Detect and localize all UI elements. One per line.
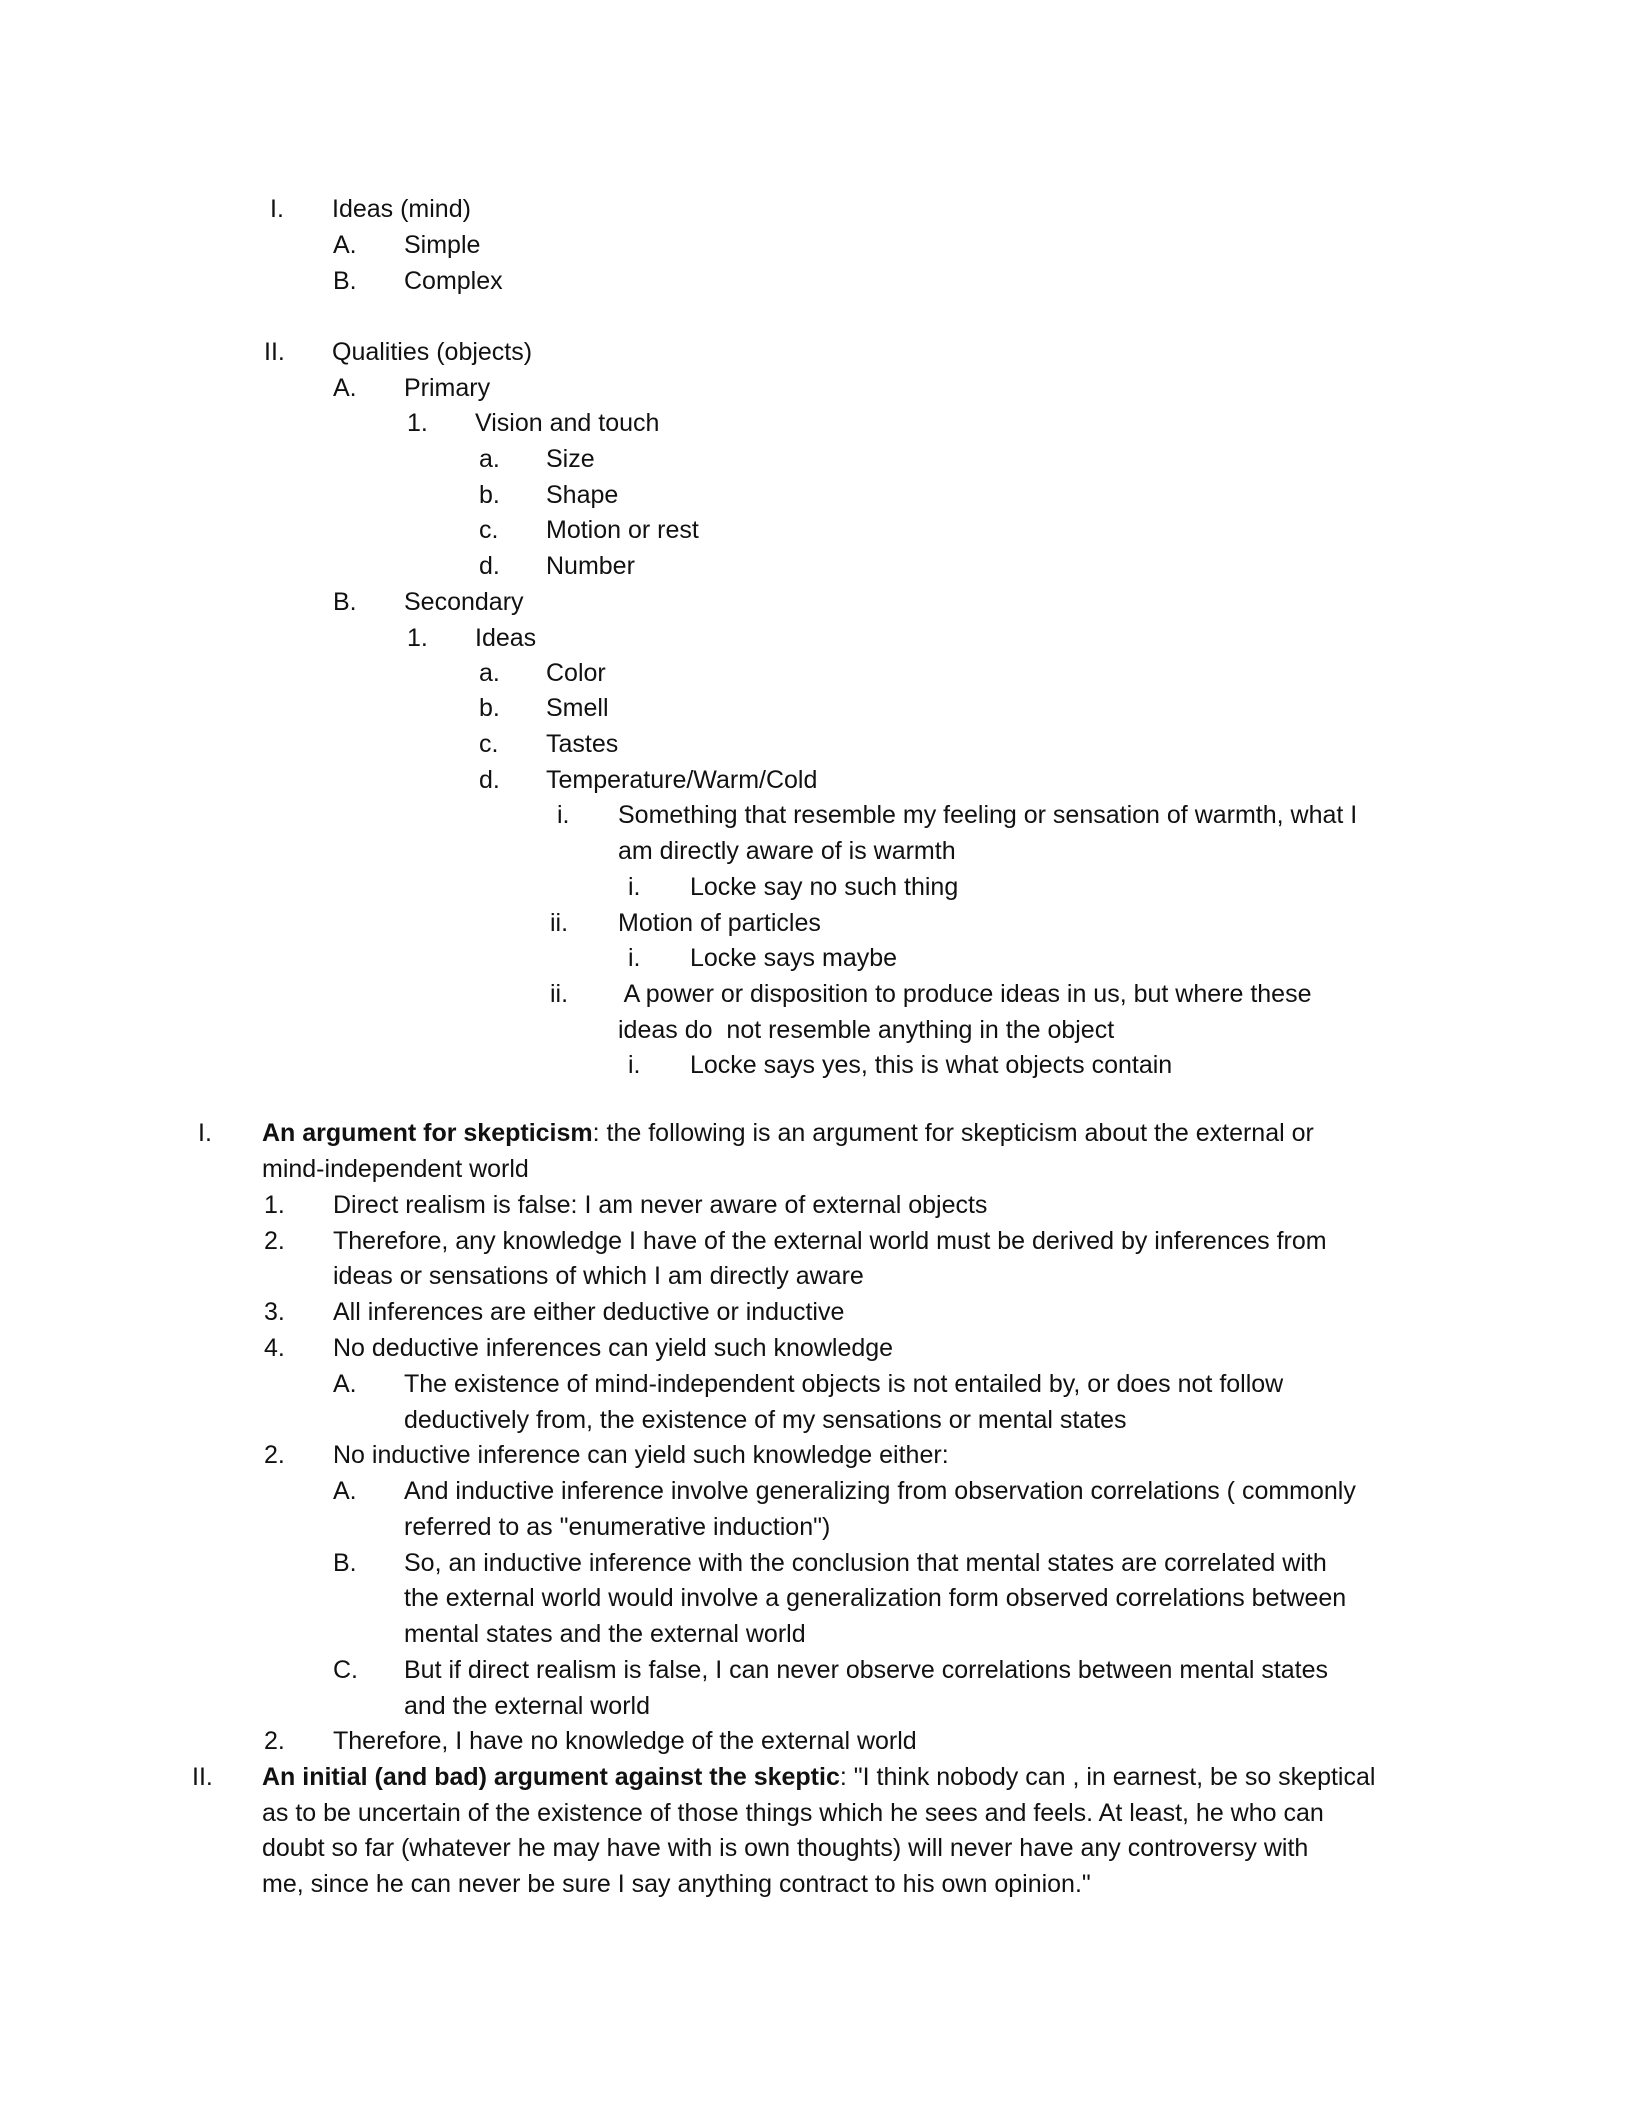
list-item-text: deductively from, the existence of my sensations or mental states: [404, 1406, 1127, 1434]
list-marker: ii.: [550, 980, 569, 1008]
list-item-text: Direct realism is false: I am never aware of external objects: [333, 1191, 988, 1219]
list-item-text: Motion or rest: [546, 516, 699, 544]
list-item-text: All inferences are either deductive or inductive: [333, 1298, 845, 1326]
list-marker: I.: [270, 195, 284, 223]
list-item-text: mental states and the external world: [404, 1620, 806, 1648]
list-item-text: Number: [546, 552, 635, 580]
argument-heading: An initial (and bad) argument against the skeptic: [262, 1763, 840, 1791]
list-item-text: Size: [546, 445, 595, 473]
list-item-text: doubt so far (whatever he may have with is own thoughts) will never have any controversy with: [262, 1834, 1309, 1862]
list-marker: 2.: [264, 1727, 285, 1755]
list-marker: c.: [479, 516, 499, 544]
list-marker: B.: [333, 267, 357, 295]
list-marker: A.: [333, 231, 357, 259]
list-item-text: the external world would involve a generalization form observed correlations between: [404, 1584, 1347, 1612]
list-item-text: Simple: [404, 231, 481, 259]
list-item-text: Therefore, any knowledge I have of the external world must be derived by inferences from: [333, 1227, 1327, 1255]
list-marker: A.: [333, 1477, 357, 1505]
list-marker: i.: [628, 1051, 641, 1079]
list-item-text: Something that resemble my feeling or sensation of warmth, what I: [618, 801, 1358, 829]
list-marker: ii.: [550, 909, 569, 937]
list-item-text: So, an inductive inference with the conclusion that mental states are correlated with: [404, 1549, 1327, 1577]
list-item-text: [262, 1115, 1314, 1151]
list-item-text: Motion of particles: [618, 909, 821, 937]
list-item-text: Ideas: [475, 624, 537, 652]
list-marker: A.: [333, 374, 357, 402]
list-item-text: No inductive inference can yield such knowledge either:: [333, 1441, 949, 1469]
list-item-text: Temperature/Warm/Cold: [546, 766, 818, 794]
list-marker: b.: [479, 481, 500, 509]
list-item-text: me, since he can never be sure I say anything contract to his own opinion.": [262, 1870, 1091, 1898]
list-marker: 2.: [264, 1227, 285, 1255]
list-item-text: ideas do not resemble anything in the object: [618, 1016, 1115, 1044]
list-item-text: Locke say no such thing: [690, 873, 959, 901]
list-item-text: Qualities (objects): [332, 338, 533, 366]
list-item-text: Locke says yes, this is what objects contain: [690, 1051, 1173, 1079]
list-item-text: But if direct realism is false, I can never observe correlations between mental states: [404, 1656, 1329, 1684]
list-marker: II.: [192, 1763, 213, 1791]
argument-heading-rest: : the following is an argument for skepticism about the external or: [592, 1119, 1314, 1147]
list-item-text: am directly aware of is warmth: [618, 837, 956, 865]
list-marker: 2.: [264, 1441, 285, 1469]
list-item-text: The existence of mind-independent objects is not entailed by, or does not follow: [404, 1370, 1284, 1398]
list-marker: i.: [628, 944, 641, 972]
list-marker: a.: [479, 659, 500, 687]
list-marker: 1.: [264, 1191, 285, 1219]
list-marker: C.: [333, 1656, 358, 1684]
list-marker: B.: [333, 1549, 357, 1577]
list-marker: c.: [479, 730, 499, 758]
list-item-text: [262, 1759, 1375, 1795]
list-marker: b.: [479, 694, 500, 722]
list-marker: a.: [479, 445, 500, 473]
list-item-text: ideas or sensations of which I am directly aware: [333, 1262, 864, 1290]
list-item-text: referred to as "enumerative induction"): [404, 1513, 831, 1541]
list-item-text: And inductive inference involve generalizing from observation correlations ( commonly: [404, 1477, 1356, 1505]
list-marker: 4.: [264, 1334, 285, 1362]
list-item-text: Shape: [546, 481, 619, 509]
list-item-text: A power or disposition to produce ideas in us, but where these: [618, 980, 1312, 1008]
list-marker: d.: [479, 552, 500, 580]
list-item-text: Secondary: [404, 588, 524, 616]
list-item-text: mind-independent world: [262, 1155, 529, 1183]
list-item-text: as to be uncertain of the existence of those things which he sees and feels. At least, he who can: [262, 1799, 1324, 1827]
list-marker: 3.: [264, 1298, 285, 1326]
list-item-text: Vision and touch: [475, 409, 660, 437]
list-marker: i.: [557, 801, 570, 829]
list-item-text: Locke says maybe: [690, 944, 898, 972]
argument-heading: An argument for skepticism: [262, 1119, 593, 1147]
list-marker: I.: [198, 1119, 212, 1147]
list-item-text: No deductive inferences can yield such knowledge: [333, 1334, 894, 1362]
list-item-text: and the external world: [404, 1692, 650, 1720]
list-marker: d.: [479, 766, 500, 794]
list-item-text: Smell: [546, 694, 609, 722]
list-marker: 1.: [407, 409, 428, 437]
list-item-text: Primary: [404, 374, 491, 402]
argument-heading-rest: : "I think nobody can , in earnest, be so skeptical: [839, 1763, 1376, 1791]
list-item-text: Complex: [404, 267, 503, 295]
list-marker: 1.: [407, 624, 428, 652]
list-marker: A.: [333, 1370, 357, 1398]
list-item-text: Color: [546, 659, 606, 687]
list-marker: i.: [628, 873, 641, 901]
list-marker: II.: [264, 338, 285, 366]
list-item-text: Tastes: [546, 730, 619, 758]
list-marker: B.: [333, 588, 357, 616]
list-item-text: Therefore, I have no knowledge of the external world: [333, 1727, 917, 1755]
list-item-text: Ideas (mind): [332, 195, 471, 223]
